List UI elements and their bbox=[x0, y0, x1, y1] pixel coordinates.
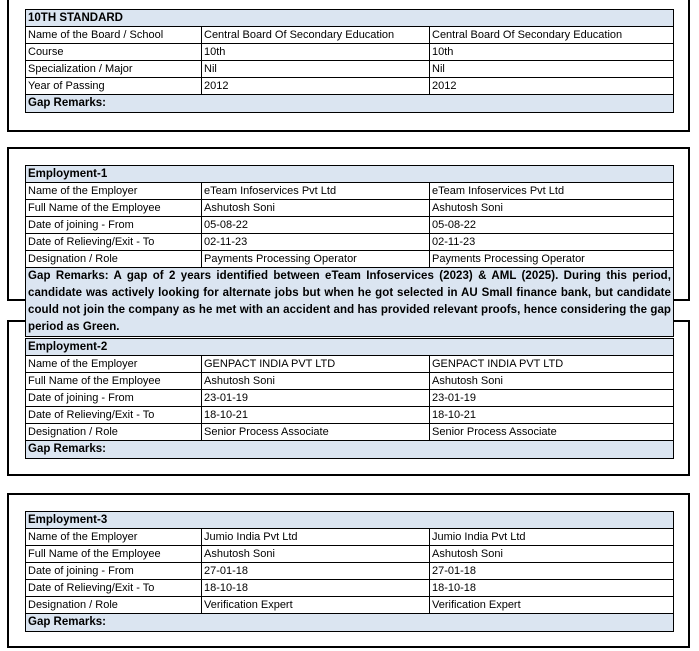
row-value-verified: Central Board Of Secondary Education bbox=[432, 29, 623, 41]
table-row bbox=[26, 424, 673, 441]
row-label: Designation / Role bbox=[26, 597, 202, 613]
row-label: Full Name of the Employee bbox=[26, 546, 202, 562]
row-value-verified: GENPACT INDIA PVT LTD bbox=[432, 358, 564, 370]
table-row bbox=[26, 78, 673, 95]
row-value-claimed: 10th bbox=[202, 44, 430, 60]
row-value-verified: Senior Process Associate bbox=[432, 426, 557, 438]
row-label: Full Name of the Employee bbox=[26, 200, 202, 216]
row-value-verified: 27-01-18 bbox=[432, 565, 477, 577]
row-value-claimed: Payments Processing Operator bbox=[202, 251, 430, 267]
row-value-verified: 10th bbox=[432, 46, 454, 58]
row-label: Year of Passing bbox=[26, 78, 202, 94]
row-label: Designation / Role bbox=[26, 251, 202, 267]
row-value-verified: 2012 bbox=[432, 80, 457, 92]
row-label: Name of the Board / School bbox=[26, 27, 202, 43]
row-label: Date of joining - From bbox=[26, 217, 202, 233]
row-value-claimed: Nil bbox=[202, 61, 430, 77]
row-label: Name of the Employer bbox=[26, 183, 202, 199]
table-row bbox=[26, 183, 673, 200]
gap-remarks: Gap Remarks: A gap of 2 years identified between eTeam Infoservices (2023) & AML (2025). During this period, candidate was actively looking for alternate jobs but when he got selected in AU Small finance bank, but candidate could not join the company as he met with an accident and has provided relevant proofs, hence considering the gap period as Green. bbox=[26, 268, 673, 336]
row-label: Specialization / Major bbox=[26, 61, 202, 77]
row-label: Date of joining - From bbox=[26, 563, 202, 579]
row-label: Date of Relieving/Exit - To bbox=[26, 407, 202, 423]
row-label: Name of the Employer bbox=[26, 529, 202, 545]
row-value-claimed: GENPACT INDIA PVT LTD bbox=[202, 356, 430, 372]
section-title: Employment-1 bbox=[26, 166, 673, 183]
row-label: Designation / Role bbox=[26, 424, 202, 440]
row-value-verified: 23-01-19 bbox=[432, 392, 477, 404]
row-value-verified: Payments Processing Operator bbox=[432, 253, 585, 265]
row-label: Course bbox=[26, 44, 202, 60]
table-row bbox=[26, 546, 673, 563]
table-row bbox=[26, 251, 673, 268]
row-value-claimed: 18-10-21 bbox=[202, 407, 430, 423]
row-value-claimed: Verification Expert bbox=[202, 597, 430, 613]
row-value-claimed: Ashutosh Soni bbox=[202, 546, 430, 562]
row-value-verified: 05-08-22 bbox=[432, 219, 477, 231]
table-row bbox=[26, 61, 673, 78]
table-row bbox=[26, 597, 673, 614]
row-value-verified: eTeam Infoservices Pvt Ltd bbox=[432, 185, 565, 197]
table-row bbox=[26, 373, 673, 390]
employment-table-2 bbox=[25, 338, 674, 459]
row-value-claimed: 02-11-23 bbox=[202, 234, 430, 250]
table-row bbox=[26, 563, 673, 580]
row-value-claimed: Senior Process Associate bbox=[202, 424, 430, 440]
table-row bbox=[26, 407, 673, 424]
row-value-verified: Ashutosh Soni bbox=[432, 202, 503, 214]
row-value-claimed: 05-08-22 bbox=[202, 217, 430, 233]
table-row bbox=[26, 200, 673, 217]
row-value-verified: Ashutosh Soni bbox=[432, 375, 503, 387]
row-value-claimed: 18-10-18 bbox=[202, 580, 430, 596]
gap-remarks: Gap Remarks: bbox=[26, 614, 673, 631]
table-row bbox=[26, 356, 673, 373]
row-label: Date of Relieving/Exit - To bbox=[26, 234, 202, 250]
section-title: 10TH STANDARD bbox=[26, 10, 673, 27]
row-value-claimed: Ashutosh Soni bbox=[202, 200, 430, 216]
table-row bbox=[26, 27, 673, 44]
row-value-claimed: 23-01-19 bbox=[202, 390, 430, 406]
row-value-verified: 18-10-21 bbox=[432, 409, 477, 421]
row-value-claimed: Jumio India Pvt Ltd bbox=[202, 529, 430, 545]
row-value-verified: 02-11-23 bbox=[432, 236, 476, 248]
gap-remarks: Gap Remarks: bbox=[26, 441, 673, 458]
row-value-claimed: 27-01-18 bbox=[202, 563, 430, 579]
row-value-claimed: Central Board Of Secondary Education bbox=[202, 27, 430, 43]
education-table-10th bbox=[25, 9, 674, 113]
row-value-claimed: 2012 bbox=[202, 78, 430, 94]
row-value-verified: 18-10-18 bbox=[432, 582, 477, 594]
row-value-verified: Verification Expert bbox=[432, 599, 521, 611]
row-value-verified: Jumio India Pvt Ltd bbox=[432, 531, 526, 543]
table-row bbox=[26, 217, 673, 234]
table-row bbox=[26, 580, 673, 597]
row-label: Full Name of the Employee bbox=[26, 373, 202, 389]
table-row bbox=[26, 529, 673, 546]
table-row bbox=[26, 234, 673, 251]
employment-table-3 bbox=[25, 511, 674, 632]
row-label: Date of Relieving/Exit - To bbox=[26, 580, 202, 596]
row-label: Date of joining - From bbox=[26, 390, 202, 406]
section-title: Employment-3 bbox=[26, 512, 673, 529]
employment-table-1 bbox=[25, 165, 674, 337]
table-row bbox=[26, 390, 673, 407]
section-title: Employment-2 bbox=[26, 339, 673, 356]
row-value-verified: Nil bbox=[432, 63, 445, 75]
row-value-claimed: Ashutosh Soni bbox=[202, 373, 430, 389]
row-value-verified: Ashutosh Soni bbox=[432, 548, 503, 560]
row-value-claimed: eTeam Infoservices Pvt Ltd bbox=[202, 183, 430, 199]
table-row bbox=[26, 44, 673, 61]
row-label: Name of the Employer bbox=[26, 356, 202, 372]
gap-remarks: Gap Remarks: bbox=[26, 95, 673, 112]
